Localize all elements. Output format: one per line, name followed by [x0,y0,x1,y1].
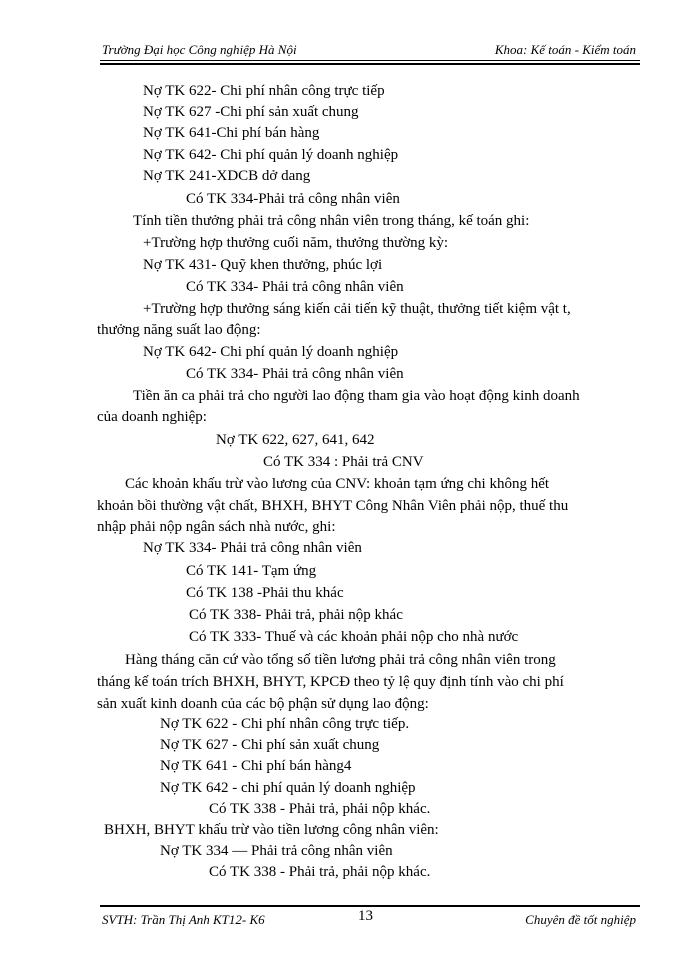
footer-author: SVTH: Trần Thị Anh KT12- K6 [102,912,265,927]
page-number: 13 [358,908,373,924]
header-school: Trường Đại học Công nghiệp Hà Nội [102,42,297,57]
text-line: Nợ TK 431- Quỹ khen thưởng, phúc lợi [143,257,383,273]
header-divider [100,63,640,65]
text-line: Có TK 334 : Phải trả CNV [263,454,424,470]
text-line: Nợ TK 334 — Phải trả công nhân viên [160,843,393,859]
text-line: Nợ TK 334- Phải trả công nhân viên [143,540,362,556]
page-header [100,40,640,61]
page-footer [100,908,640,932]
footer-divider [100,905,640,907]
text-line: khoản bồi thường vật chất, BHXH, BHYT Công Nhân Viên phải nộp, thuế thu [97,498,569,514]
text-line: Có TK 141- Tạm ứng [186,563,317,579]
text-line: Có TK 338 - Phải trả, phải nộp khác. [209,864,431,880]
text-line: Tiền ăn ca phải trả cho người lao động tham gia vào hoạt động kinh doanh [133,388,580,404]
text-line: Nợ TK 241-XDCB dở dang [143,168,311,184]
header-faculty: Khoa: Kế toán - Kiểm toán [494,42,636,57]
text-line: Nợ TK 627 - Chi phí sản xuất chung [160,737,380,753]
text-line: Tính tiền thưởng phải trả công nhân viên trong tháng, kế toán ghi: [133,213,530,229]
text-line: nhập phải nộp ngân sách nhà nước, ghi: [97,519,336,535]
text-line: Nợ TK 642 - chi phí quản lý doanh nghiệp [160,780,416,796]
text-line: Nợ TK 642- Chi phí quản lý doanh nghiệp [143,344,399,360]
text-line: Có TK 338- Phải trả, phải nộp khác [189,607,403,623]
text-line: Nợ TK 622 - Chi phí nhân công trực tiếp. [160,716,410,732]
text-line: Hàng tháng căn cứ vào tổng số tiền lương phải trả công nhân viên trong [125,652,556,668]
text-line: sản xuất kinh doanh của các bộ phận sử dụng lao động: [97,696,429,712]
text-line: Nợ TK 627 -Chi phí sản xuất chung [143,104,359,120]
text-line: Các khoản khấu trừ vào lương của CNV: khoản tạm ứng chi không hết [125,476,550,492]
text-line: Nợ TK 642- Chi phí quản lý doanh nghiệp [143,147,399,163]
text-line: +Trường hợp thưởng sáng kiến cải tiến kỹ thuật, thưởng tiết kiệm vật t, [143,301,571,317]
text-line: +Trường hợp thưởng cuối năm, thưởng thường kỳ: [143,235,449,251]
text-line: Nợ TK 622, 627, 641, 642 [216,432,375,448]
text-line: Có TK 138 -Phải thu khác [186,585,344,601]
text-line: Có TK 333- Thuế và các khoản phải nộp cho nhà nước [189,629,519,645]
footer-title: Chuyên đề tốt nghiệp [525,912,636,927]
text-line: BHXH, BHYT khấu trừ vào tiền lương công nhân viên: [104,822,439,838]
text-line: Có TK 334- Phải trả công nhân viên [186,366,404,382]
text-line: Có TK 338 - Phải trả, phải nộp khác. [209,801,431,817]
text-line: Nợ TK 641-Chi phí bán hàng [143,125,320,141]
text-line: thưởng năng suất lao động: [97,322,261,338]
text-line: của doanh nghiệp: [97,409,207,425]
text-line: Nợ TK 622- Chi phí nhân công trực tiếp [143,83,385,99]
text-line: Nợ TK 641 - Chi phí bán hàng4 [160,758,352,774]
text-line: tháng kế toán trích BHXH, BHYT, KPCĐ theo tỷ lệ quy định tính vào chi phí [97,674,564,690]
text-line: Có TK 334- Phải trả công nhân viên [186,279,404,295]
text-line: Có TK 334-Phải trả công nhân viên [186,191,400,207]
